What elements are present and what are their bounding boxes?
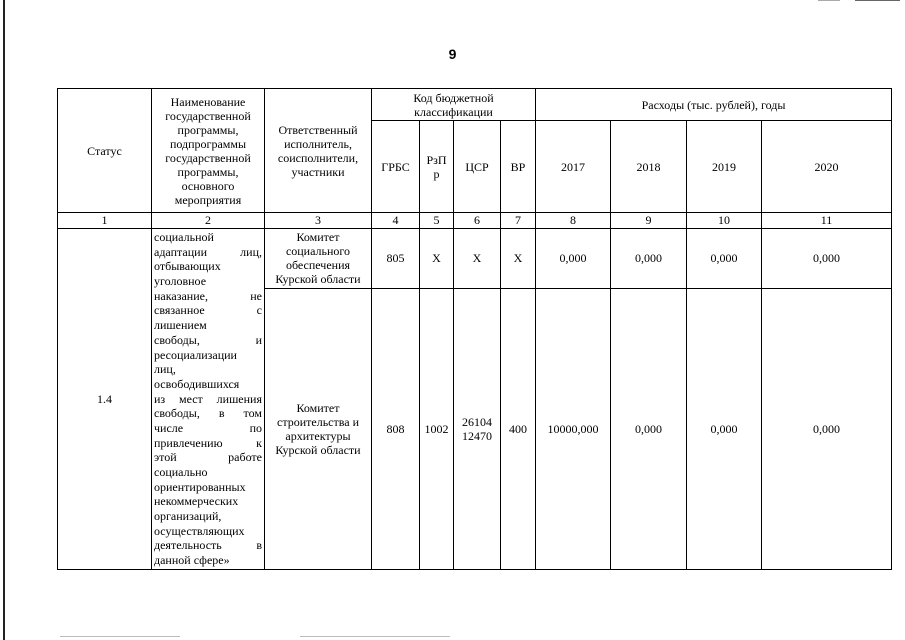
column-index: 7 xyxy=(501,213,536,229)
program-name-cell xyxy=(152,229,265,570)
name-line: лиц, xyxy=(154,362,176,377)
grbs-cell: 805 xyxy=(372,229,420,289)
name-line: отбывающих xyxy=(154,259,221,274)
name-line: деятельность в xyxy=(154,538,262,553)
page-number: 9 xyxy=(448,46,457,62)
expense-2019-cell: 0,000 xyxy=(687,288,762,569)
header-year-2017: 2017 xyxy=(536,121,611,213)
executor-line: строительства и xyxy=(277,414,359,429)
csr-line: X xyxy=(472,251,482,266)
executor-line: Курской области xyxy=(275,272,361,287)
name-line: лишением xyxy=(154,318,207,333)
csr-line: 26104 xyxy=(462,414,492,429)
name-line: осуществляющих xyxy=(154,523,245,538)
name-line: организаций, xyxy=(154,509,222,524)
expense-2017-cell: 0,000 xyxy=(536,229,611,289)
vr-cell: X xyxy=(501,229,536,289)
header-year-2018: 2018 xyxy=(611,121,687,213)
header-year-2020: 2020 xyxy=(762,121,892,213)
column-index: 1 xyxy=(58,213,152,229)
name-line: освободившихся xyxy=(154,376,240,391)
corner-rule xyxy=(855,0,900,1)
name-line: свободы, и xyxy=(154,332,262,347)
header-rzpr-line: РзП xyxy=(426,152,447,167)
executor-line: Курской области xyxy=(275,442,361,457)
grbs-cell: 808 xyxy=(372,288,420,569)
column-index: 11 xyxy=(762,213,892,229)
column-index: 6 xyxy=(454,213,501,229)
header-name: Наименование государственной программы, подпрограммы государственной программы, основного мероприятия xyxy=(152,89,265,213)
name-line: некоммерческих xyxy=(154,494,239,509)
name-line: этой работе xyxy=(154,450,262,465)
corner-mark xyxy=(818,0,840,1)
scan-artifact xyxy=(60,636,180,637)
name-line: ориентированных xyxy=(154,479,246,494)
header-rzpr xyxy=(420,121,454,213)
column-index: 10 xyxy=(687,213,762,229)
executor-line: Комитет xyxy=(296,400,340,415)
name-line: привлечению к xyxy=(154,435,262,450)
column-index: 5 xyxy=(420,213,454,229)
scan-artifact xyxy=(300,636,450,637)
name-line: адаптации лиц, xyxy=(154,244,262,259)
csr-cell xyxy=(454,288,501,569)
header-rzpr-line: р xyxy=(433,166,440,181)
column-index: 9 xyxy=(611,213,687,229)
name-line: социально xyxy=(154,465,208,479)
csr-cell xyxy=(454,229,501,289)
name-line: связанное с xyxy=(154,303,262,318)
rzpr-cell: X xyxy=(420,229,454,289)
vr-cell: 400 xyxy=(501,288,536,569)
name-line: числе по xyxy=(154,420,262,435)
executor-line: обеспечения xyxy=(285,258,351,273)
expense-2020-cell: 0,000 xyxy=(762,229,892,289)
header-status: Статус xyxy=(58,89,152,213)
expense-2018-cell: 0,000 xyxy=(611,229,687,289)
expense-2019-cell: 0,000 xyxy=(687,229,762,289)
header-budget-code-group: Код бюджетной классификации xyxy=(372,89,536,121)
header-grbs: ГРБС xyxy=(372,121,420,213)
name-line: наказание, не xyxy=(154,288,262,303)
name-line: уголовное xyxy=(154,274,207,289)
rzpr-cell: 1002 xyxy=(420,288,454,569)
header-vr: ВР xyxy=(501,121,536,213)
executor-line: архитектуры xyxy=(285,428,351,443)
executor-line: Комитет xyxy=(296,230,340,245)
expense-2020-cell: 0,000 xyxy=(762,288,892,569)
csr-line: 12470 xyxy=(462,428,492,443)
name-line: данной сфере» xyxy=(154,553,230,568)
expense-2017-cell: 10000,000 xyxy=(536,288,611,569)
name-line: свободы, в том xyxy=(154,406,262,421)
header-executor: Ответственный исполнитель, соисполнители, участники xyxy=(265,89,372,213)
expense-2018-cell: 0,000 xyxy=(611,288,687,569)
header-year-2019: 2019 xyxy=(687,121,762,213)
executor-cell xyxy=(265,288,372,569)
left-margin-rule xyxy=(3,0,5,640)
column-index: 8 xyxy=(536,213,611,229)
header-csr: ЦСР xyxy=(454,121,501,213)
column-index: 2 xyxy=(152,213,265,229)
name-line: социальной xyxy=(154,230,214,244)
executor-line: социального xyxy=(285,244,351,259)
header-expenses-group: Расходы (тыс. рублей), годы xyxy=(536,89,892,121)
budget-table xyxy=(57,88,892,570)
name-line: ресоциализации xyxy=(154,347,237,362)
executor-cell xyxy=(265,229,372,289)
status-cell: 1.4 xyxy=(58,229,152,570)
name-line: из мест лишения xyxy=(154,391,262,406)
column-index: 4 xyxy=(372,213,420,229)
column-index: 3 xyxy=(265,213,372,229)
